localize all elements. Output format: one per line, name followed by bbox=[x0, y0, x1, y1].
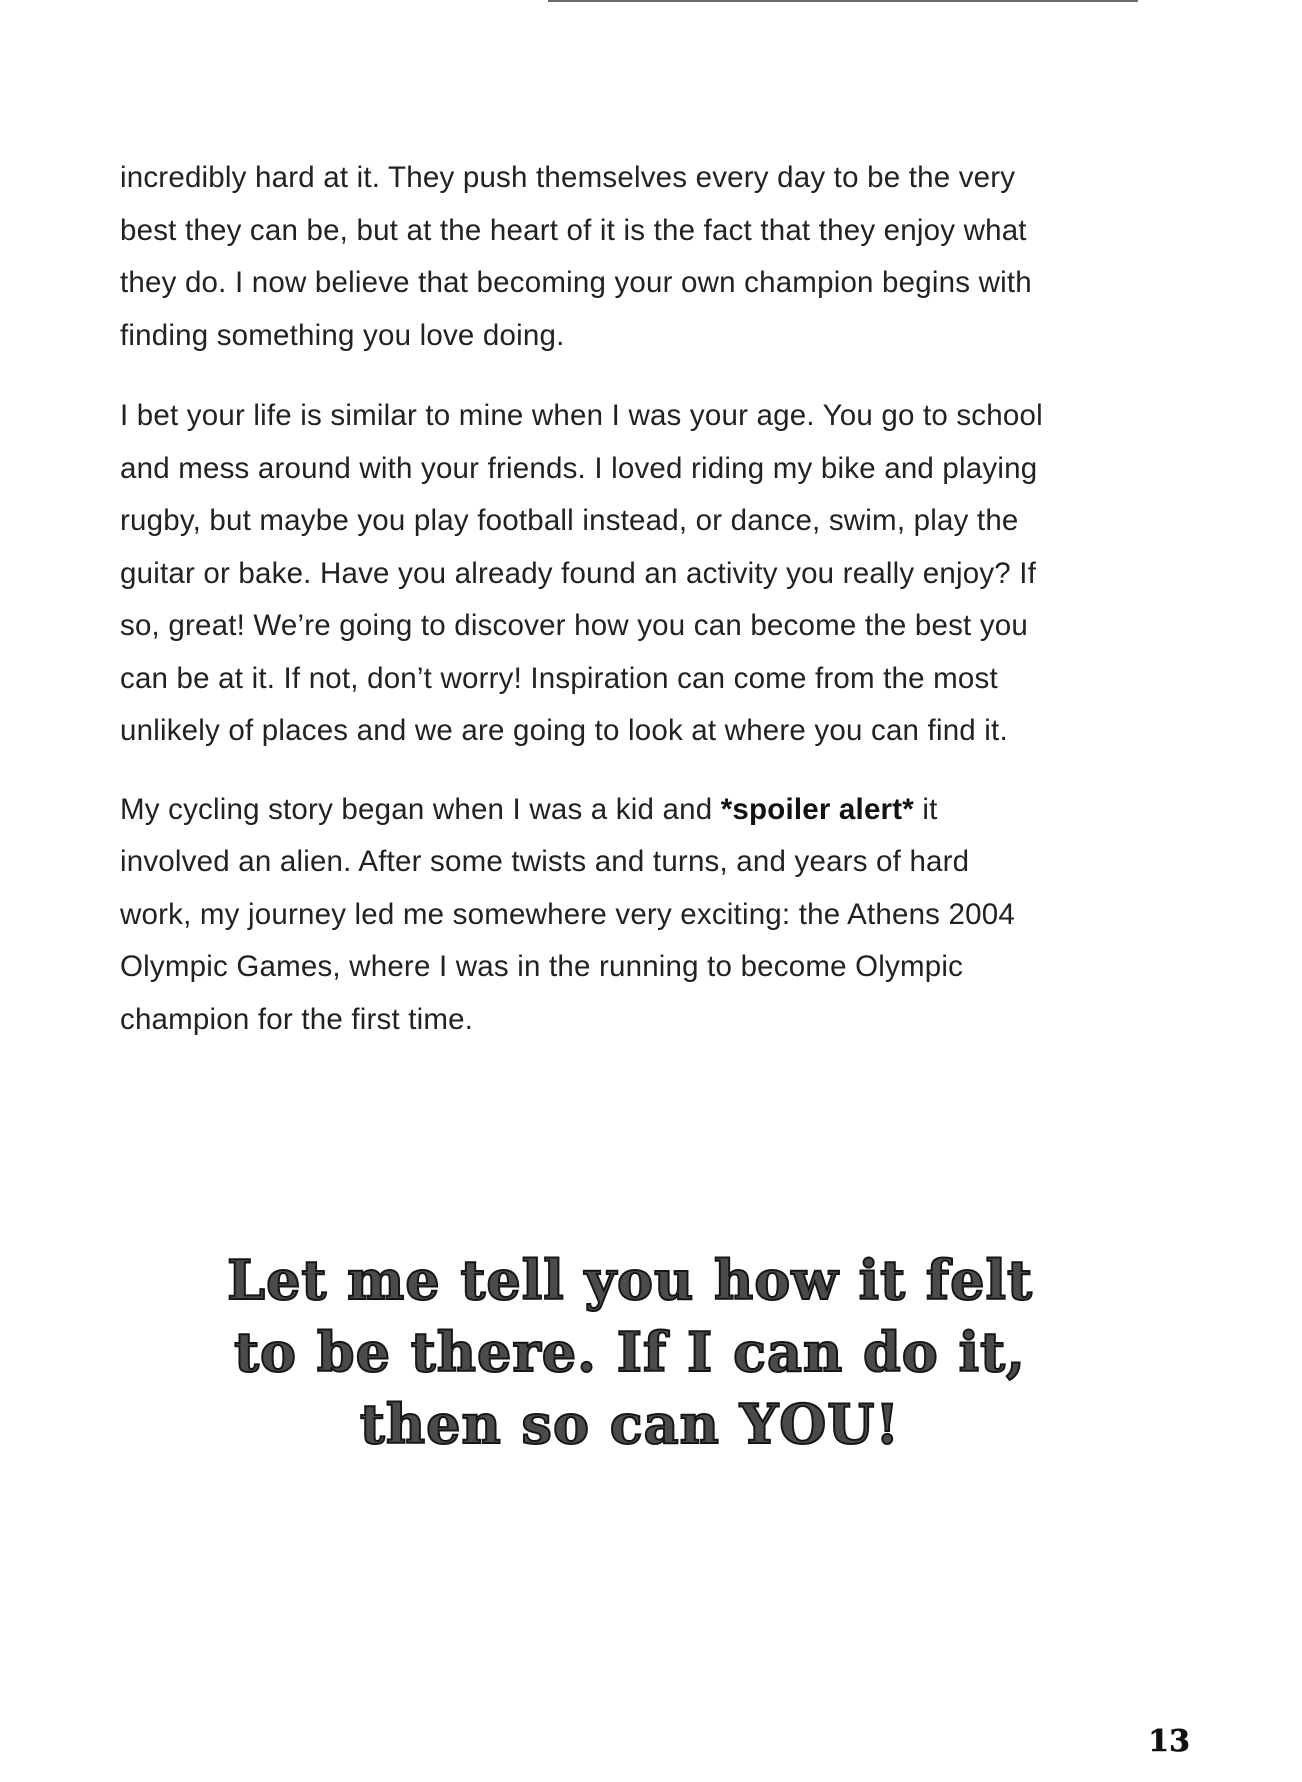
paragraph-line: Olympic Games, where I was in the running to become Olympic bbox=[120, 950, 964, 983]
paragraph-line: rugby, but maybe you play football instead, or dance, swim, play the bbox=[120, 504, 1019, 537]
paragraph-line: unlikely of places and we are going to look at where you can find it. bbox=[120, 714, 1008, 747]
paragraph-line: they do. I now believe that becoming your own champion begins with bbox=[120, 266, 1032, 299]
paragraph-line: I bet your life is similar to mine when I was your age. You go to school bbox=[120, 399, 1043, 432]
paragraph-line: guitar or bake. Have you already found an activity you really enjoy? If bbox=[120, 556, 1037, 590]
paragraph-line: and mess around with your friends. I loved riding my bike and playing bbox=[120, 451, 1038, 485]
pull-quote-line: Let me tell you how it felt bbox=[227, 1248, 1033, 1312]
body-text bbox=[120, 152, 1160, 1074]
top-rule bbox=[548, 0, 1138, 2]
paragraph-line: work, my journey led me somewhere very exciting: the Athens 2004 bbox=[120, 897, 1015, 931]
paragraph-line: incredibly hard at it. They push themselves every day to be the very bbox=[120, 161, 1016, 194]
pull-quote bbox=[200, 1244, 1060, 1460]
page-number: 13 bbox=[1148, 1724, 1190, 1759]
paragraph-1 bbox=[120, 152, 1160, 362]
paragraph-line-start: My cycling story began when I was a kid and bbox=[120, 792, 721, 826]
paragraph-line: best they can be, but at the heart of it is the fact that they enjoy what bbox=[120, 213, 1027, 247]
paragraph-line-end: it bbox=[913, 792, 938, 826]
paragraph-line: finding something you love doing. bbox=[120, 318, 565, 352]
paragraph-line: champion for the first time. bbox=[120, 1002, 474, 1036]
paragraph-3 bbox=[120, 784, 1160, 1047]
paragraph-line: so, great! We’re going to discover how you can become the best you bbox=[120, 609, 1028, 642]
pull-quote-line: to be there. If I can do it, bbox=[234, 1320, 1026, 1384]
pull-quote-line: then so can YOU! bbox=[359, 1392, 901, 1456]
spoiler-alert-bold: *spoiler alert* bbox=[720, 792, 914, 826]
paragraph-line: can be at it. If not, don’t worry! Inspiration can come from the most bbox=[120, 661, 998, 695]
paragraph-line: involved an alien. After some twists and turns, and years of hard bbox=[120, 845, 970, 878]
paragraph-2 bbox=[120, 390, 1160, 758]
